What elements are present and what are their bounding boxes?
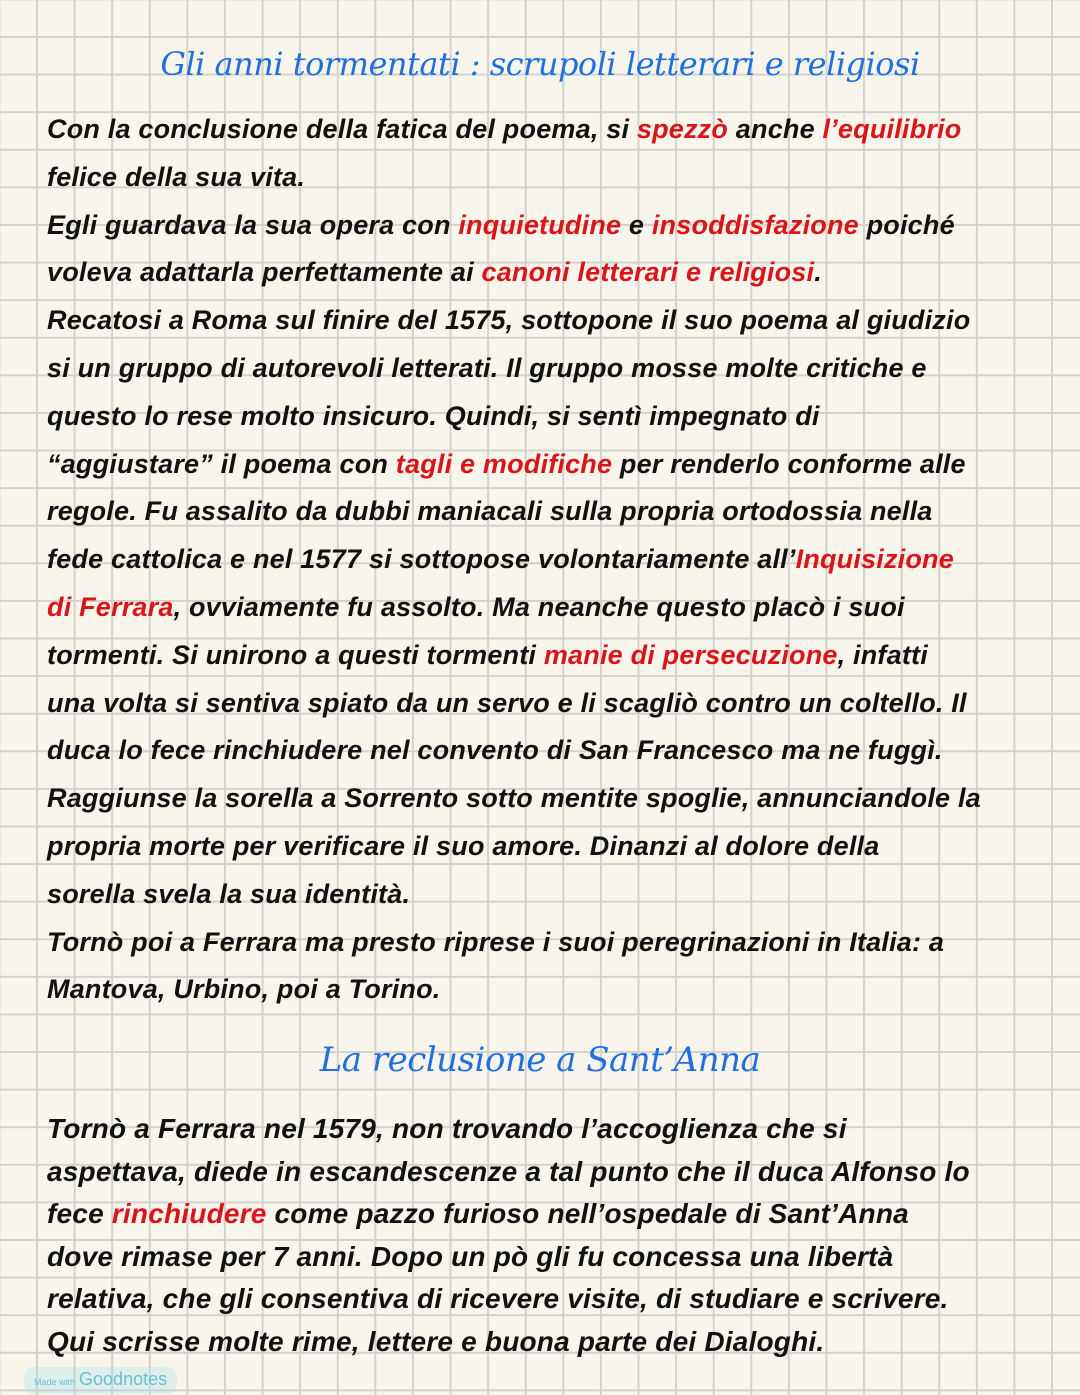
text-line (47, 210, 955, 241)
text-line (47, 496, 933, 527)
highlighted-text: manie di persecuzione (543, 639, 838, 670)
text-segment: fece (47, 1198, 112, 1230)
text-segment: fede cattolica e nel 1577 si sottopose volontariamente all’ (47, 544, 796, 575)
text-segment: Con la conclusione della fatica del poema, si (47, 114, 637, 144)
text-line (47, 1113, 847, 1145)
text-line (47, 1283, 949, 1315)
text-line (47, 831, 879, 862)
text-line (47, 449, 966, 480)
text-segment: poiché (858, 209, 955, 240)
text-segment: , infatti (837, 639, 928, 670)
text-line (47, 162, 305, 193)
highlighted-text: di Ferrara (47, 592, 174, 622)
highlighted-text: inquietudine (458, 209, 622, 240)
highlighted-text: Inquisizione (795, 544, 954, 575)
highlighted-text: tagli e modifiche (395, 448, 613, 479)
text-segment: duca lo fece rinchiudere nel convento di San Francesco ma ne fuggì. (47, 735, 943, 766)
text-segment: Qui scrisse molte rime, lettere e buona parte dei Dialoghi. (47, 1326, 825, 1357)
text-line (47, 974, 441, 1005)
text-line (47, 305, 970, 336)
watermark-brand: Goodnotes (79, 1369, 168, 1389)
text-line (47, 353, 927, 384)
text-segment: anche (728, 114, 823, 144)
text-line (47, 401, 820, 432)
text-segment: Tornò poi a Ferrara ma presto riprese i suoi peregrinazioni in Italia: a (47, 926, 945, 957)
text-segment: Tornò a Ferrara nel 1579, non trovando l’accoglienza che si (47, 1113, 847, 1144)
highlighted-text: canoni letterari e religiosi (481, 257, 815, 288)
text-line (47, 1326, 824, 1358)
text-segment: questo lo rese molto insicuro. Quindi, si sentì impegnato di (47, 400, 820, 431)
text-segment: Egli guardava la sua opera con (47, 209, 459, 240)
text-segment: Mantova, Urbino, poi a Torino. (47, 974, 441, 1005)
text-segment: aspettava, diede in escandescenze a tal punto che il duca Alfonso lo (47, 1155, 970, 1187)
text-line (47, 1241, 893, 1273)
text-line (47, 927, 944, 958)
section-title-reclusione: La reclusione a Sant’Anna (319, 1040, 761, 1080)
text-line (47, 735, 943, 766)
text-segment: Recatosi a Roma sul finire del 1575, sottopone il suo poema al giudizio (47, 305, 971, 336)
text-segment: dove rimase per 7 anni. Dopo un pò gli fu concessa una libertà (47, 1240, 894, 1272)
text-line (47, 544, 954, 575)
text-segment: voleva adattarla perfettamente ai (47, 257, 482, 288)
text-segment: regole. Fu assalito da dubbi maniacali sulla propria ortodossia nella (47, 496, 933, 527)
text-segment: e (621, 209, 652, 240)
goodnotes-watermark (24, 1367, 177, 1394)
text-segment: Raggiunse la sorella a Sorrento sotto mentite spoglie, annunciandole la (47, 783, 981, 814)
text-line (47, 114, 961, 145)
text-segment: relativa, che gli consentiva di ricevere visite, di studiare e scrivere. (47, 1283, 949, 1315)
text-line (47, 879, 410, 910)
text-segment: felice della sua vita. (47, 161, 306, 192)
text-line (47, 783, 981, 814)
text-line (47, 640, 928, 671)
text-segment: . (814, 257, 822, 288)
highlighted-text: l’equilibrio (822, 114, 962, 144)
text-line (47, 592, 905, 623)
text-line (47, 1198, 909, 1230)
text-line (47, 688, 967, 719)
text-segment: propria morte per verificare il suo amore. Dinanzi al dolore della (47, 831, 880, 861)
text-segment: per renderlo conforme alle (612, 448, 966, 479)
watermark-prefix: Made with (34, 1377, 76, 1387)
text-segment: si un gruppo di autorevoli letterati. Il gruppo mosse molte critiche e (47, 353, 927, 383)
text-line (47, 257, 822, 288)
text-line (47, 1156, 970, 1188)
text-segment: tormenti. Si unirono a questi tormenti (47, 639, 544, 670)
highlighted-text: spezzò (636, 114, 729, 144)
highlighted-text: insoddisfazione (651, 209, 859, 240)
text-segment: come pazzo furioso nell’ospedale di Sant’Anna (266, 1198, 909, 1230)
highlighted-text: rinchiudere (111, 1198, 267, 1230)
section-title-anni-tormentati: Gli anni tormentati : scrupoli letterari e religiosi (160, 45, 920, 83)
text-segment: una volta si sentiva spiato da un servo e li scagliò contro un coltello. Il (47, 687, 967, 718)
text-segment: “aggiustare” il poema con (47, 448, 396, 479)
text-segment: , ovviamente fu assolto. Ma neanche questo placò i suoi (173, 592, 905, 622)
text-segment: sorella svela la sua identità. (47, 878, 411, 909)
